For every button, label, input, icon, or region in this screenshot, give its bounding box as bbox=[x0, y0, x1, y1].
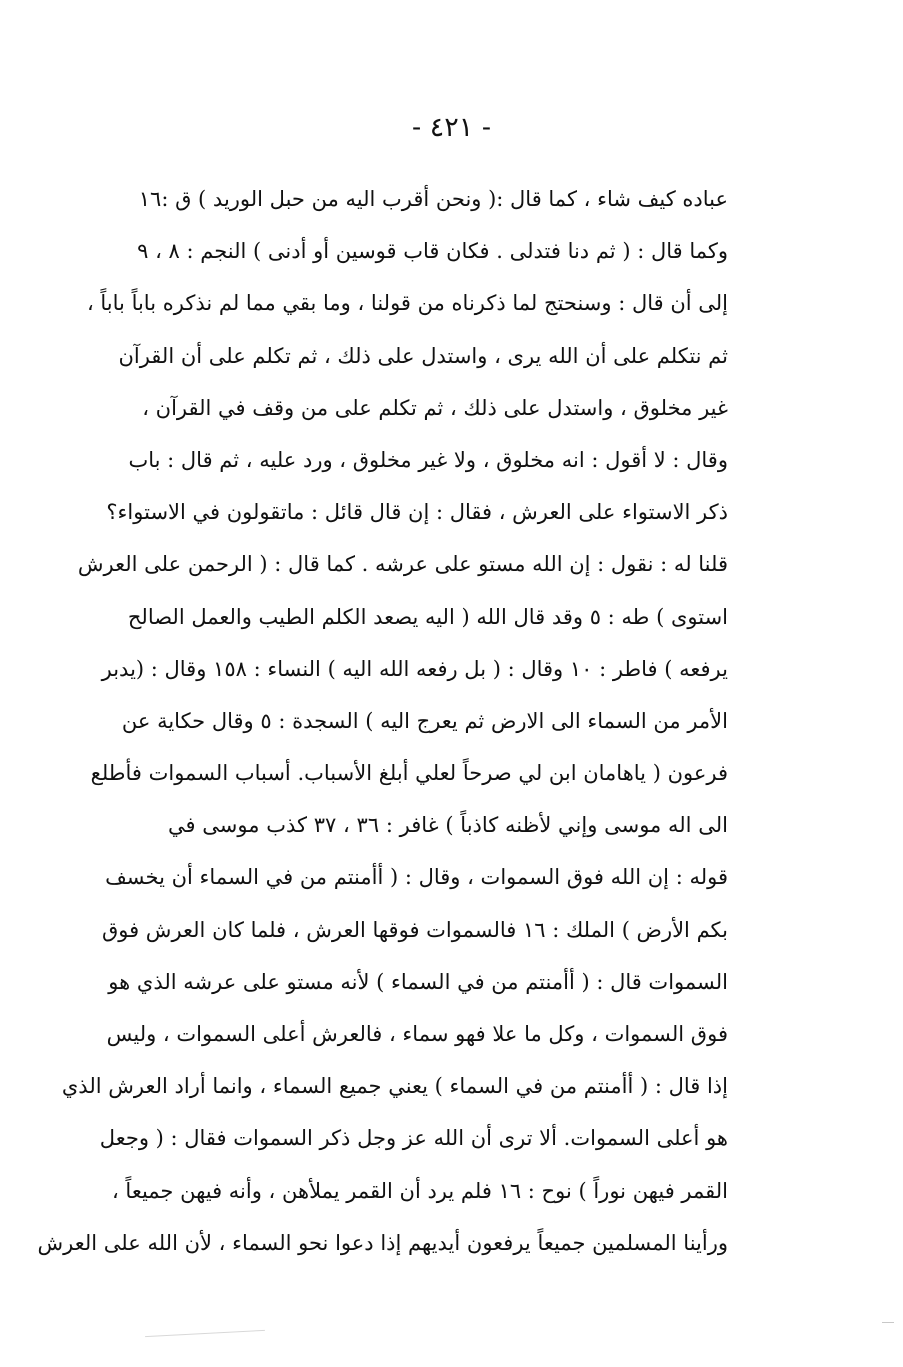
text-line: الأمر من السماء الى الارض ثم يعرج اليه ) السجدة : ٥ وقال حكاية عن bbox=[121, 708, 728, 733]
text-line: الى اله موسى وإني لأظنه كاذباً ) غافر : ٣٦ ، ٣٧ كذب موسى في bbox=[168, 813, 728, 838]
text-line: فرعون ( ياهامان ابن لي صرحاً لعلي أبلغ الأسباب. أسباب السموات فأطلع bbox=[90, 761, 728, 786]
text-line: إلى أن قال : وسنحتج لما ذكرناه من قولنا ، وما بقي مما لم نذكره باباً باباً ، bbox=[86, 291, 728, 316]
text-line: ثم نتكلم على أن الله يرى ، واستدل على ذلك ، ثم تكلم على أن القرآن bbox=[118, 343, 728, 368]
text-line: وكما قال : ( ثم دنا فتدلى . فكان قاب قوسين أو أدنى ) النجم : ٨ ، ٩ bbox=[137, 239, 728, 264]
scan-smudge bbox=[145, 1330, 265, 1337]
text-line: قوله : إن الله فوق السموات ، وقال : ( أأمنتم من في السماء أن يخسف bbox=[105, 865, 728, 890]
text-line: قلنا له : نقول : إن الله مستو على عرشه . كما قال : ( الرحمن على العرش bbox=[77, 552, 728, 577]
text-line: فوق السموات ، وكل ما علا فهو سماء ، فالعرش أعلى السموات ، وليس bbox=[106, 1022, 728, 1046]
text-line: القمر فيهن نوراً ) نوح : ١٦ فلم يرد أن القمر يملأهن ، وأنه فيهن جميعاً ، bbox=[111, 1178, 728, 1203]
page-number: - ٤٢١ - bbox=[412, 112, 491, 143]
text-line: بكم الأرض ) الملك : ١٦ فالسموات فوقها العرش ، فلما كان العرش فوق bbox=[101, 917, 728, 942]
text-line: السموات قال : ( أأمنتم من في السماء ) لأنه مستو على عرشه الذي هو bbox=[108, 969, 728, 994]
text-line: استوى ) طه : ٥ وقد قال الله ( اليه يصعد الكلم الطيب والعمل الصالح bbox=[127, 604, 728, 629]
text-line: إذا قال : ( أأمنتم من في السماء ) يعني جميع السماء ، وانما أراد العرش الذي bbox=[61, 1074, 728, 1099]
text-line: هو أعلى السموات. ألا ترى أن الله عز وجل ذكر السموات فقال : ( وجعل bbox=[99, 1126, 728, 1151]
scan-edge-mark bbox=[882, 1322, 894, 1323]
text-line: عباده كيف شاء ، كما قال :( ونحن أقرب اليه من حبل الوريد ) ق :١٦ bbox=[138, 187, 728, 211]
page-body-text bbox=[37, 173, 728, 1269]
text-line: وقال : لا أقول : انه مخلوق ، ولا غير مخلوق ، ورد عليه ، ثم قال : باب bbox=[128, 447, 728, 472]
text-line: ذكر الاستواء على العرش ، فقال : إن قال قائل : ماتقولون في الاستواء؟ bbox=[106, 500, 728, 525]
text-line: يرفعه ) فاطر : ١٠ وقال : ( بل رفعه الله اليه ) النساء : ١٥٨ وقال : (يدبر bbox=[101, 656, 728, 681]
text-line: غير مخلوق ، واستدل على ذلك ، ثم تكلم على من وقف في القرآن ، bbox=[142, 395, 728, 420]
text-line: ورأينا المسلمين جميعاً يرفعون أيديهم إذا دعوا نحو السماء ، لأن الله على العرش bbox=[37, 1230, 728, 1255]
